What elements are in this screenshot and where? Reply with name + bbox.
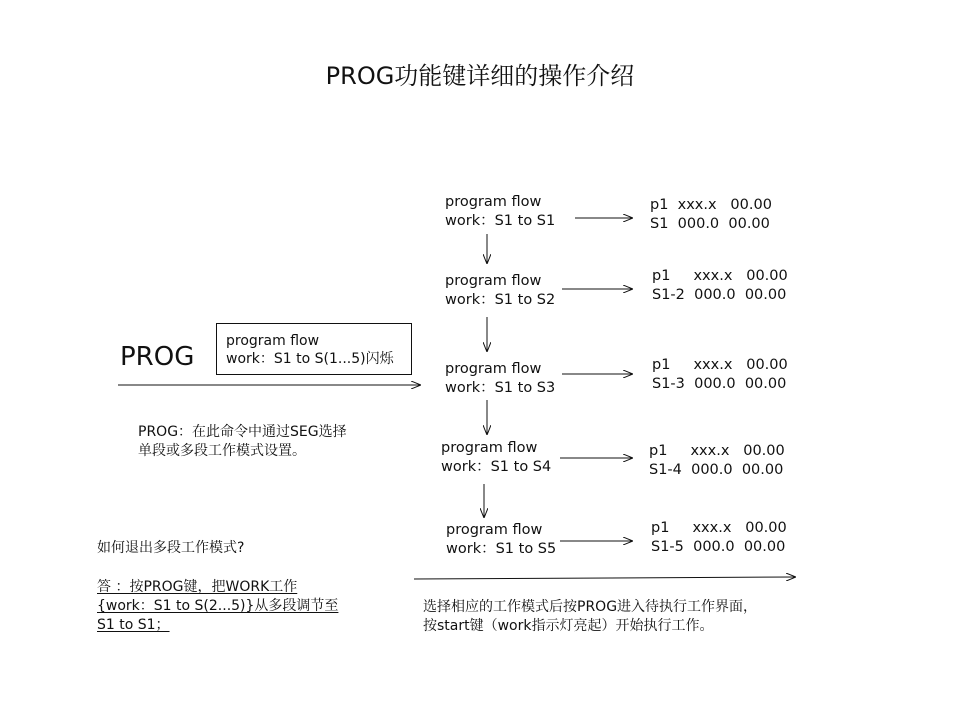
bottom-note-line1: 选择相应的工作模式后按PROG进入待执行工作界面， — [423, 599, 758, 615]
faq-answer-line3: S1 to S1； — [97, 617, 170, 633]
step1-flow: program flow — [445, 194, 542, 210]
prog-note-line1: PROG：在此命令中通过SEG选择 — [138, 424, 347, 440]
step4-out1: p1 xxx.x 00.00 — [649, 443, 785, 459]
step2-work: work：S1 to S2 — [445, 292, 556, 308]
faq-answer-line1: 答 ：按PROG键，把WORK工作 — [97, 579, 298, 595]
step5-flow: program flow — [446, 522, 543, 538]
step3-out1: p1 xxx.x 00.00 — [652, 357, 788, 373]
step2-out2: S1-2 000.0 00.00 — [652, 287, 787, 303]
step2-flow: program flow — [445, 273, 542, 289]
prog-box-line2: work：S1 to S(1...5)闪烁 — [226, 351, 394, 367]
step4-flow: program flow — [441, 440, 538, 456]
bottom-note-line2: 按start键（work指示灯亮起）开始执行工作。 — [423, 618, 714, 634]
step3-out2: S1-3 000.0 00.00 — [652, 376, 787, 392]
bottom-arrow — [414, 577, 795, 579]
step1-out2: S1 000.0 00.00 — [650, 216, 770, 232]
faq-question: 如何退出多段工作模式? — [97, 540, 245, 556]
step5-work: work：S1 to S5 — [446, 541, 557, 557]
prog-box-line1: program flow — [226, 333, 320, 349]
step4-out2: S1-4 000.0 00.00 — [649, 462, 784, 478]
step1-work: work：S1 to S1 — [445, 213, 556, 229]
step5-out1: p1 xxx.x 00.00 — [651, 520, 787, 536]
prog-label: PROG — [120, 342, 195, 372]
step4-work: work：S1 to S4 — [441, 459, 552, 475]
page-title: PROG功能键详细的操作介绍 — [325, 62, 635, 90]
prog-note-line2: 单段或多段工作模式设置。 — [138, 443, 306, 459]
step1-out1: p1 xxx.x 00.00 — [650, 197, 772, 213]
step3-flow: program flow — [445, 361, 542, 377]
prog-flow-box — [216, 323, 412, 375]
faq-answer-line2: {work：S1 to S(2...5)}从多段调节至 — [97, 598, 339, 614]
step5-out2: S1-5 000.0 00.00 — [651, 539, 786, 555]
step2-out1: p1 xxx.x 00.00 — [652, 268, 788, 284]
step3-work: work：S1 to S3 — [445, 380, 556, 396]
